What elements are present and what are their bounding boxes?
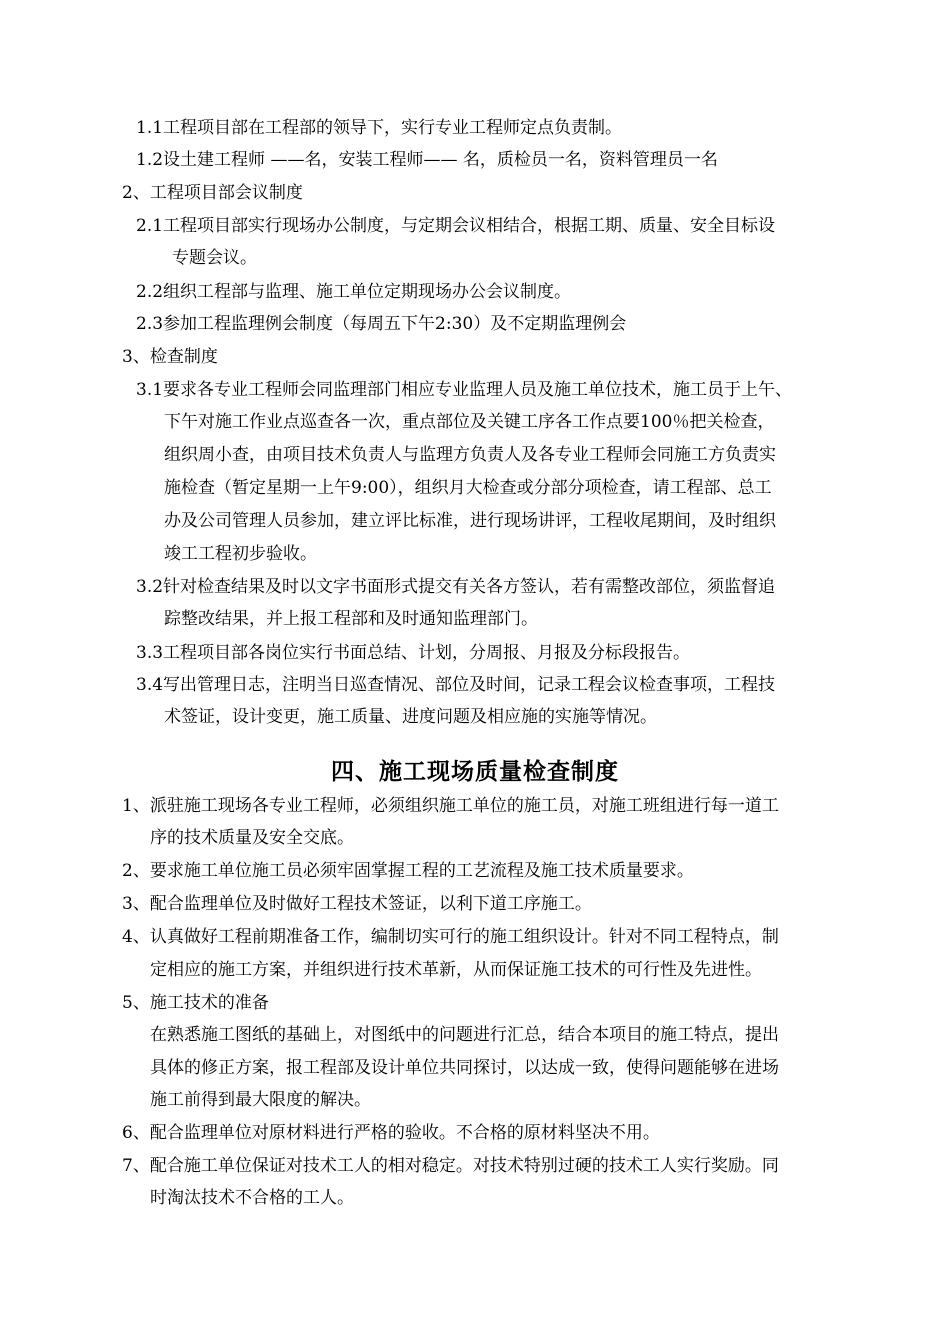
- section-4-item-1-line-1: 1、派驻施工现场各专业工程师，必须组织施工单位的施工员，对施工班组进行每一道工: [122, 796, 779, 816]
- section-4-item-5-line-2: 在熟悉施工图纸的基础上，对图纸中的问题进行汇总，结合本项目的施工特点，提出: [150, 1025, 779, 1045]
- clause-2-2-text: 2.2组织工程部与监理、施工单位定期现场办公会议制度。: [136, 282, 572, 302]
- clause-3-1-line-5: 办及公司管理人员参加，建立评比标准，进行现场讲评，工程收尾期间，及时组织: [164, 511, 776, 531]
- section-4-item-7-line-1: 7、配合施工单位保证对技术工人的相对稳定。对技术特别过硬的技术工人实行奖励。同: [122, 1156, 779, 1176]
- clause-3-4-line-2: 术签证，设计变更，施工质量、进度问题及相应施的实施等情况。: [164, 707, 657, 727]
- clause-3-1-line-2: 下午对施工作业点巡查各一次，重点部位及关键工序各工作点要100％把关检查，: [164, 412, 775, 432]
- clause-2-1-line-1: 2.1工程项目部实行现场办公制度，与定期会议相结合，根据工期、质量、安全目标设: [136, 216, 776, 236]
- clause-1-1-text: 1.1工程项目部在工程部的领导下，实行专业工程师定点负责制。: [136, 118, 623, 138]
- clause-3-1-line-3: 组织周小查，由项目技术负责人与监理方负责人及各专业工程师会同施工方负责实: [164, 445, 776, 465]
- section-4-item-6-text: 6、配合监理单位对原材料进行严格的验收。不合格的原材料坚决不用。: [122, 1123, 660, 1143]
- clause-3-1-line-4: 施检查（暂定星期一上午9:00），组织月大检查或分部分项检查，请工程部、总工: [164, 478, 772, 498]
- clause-3-4-line-1: 3.4写出管理日志，注明当日巡查情况、部位及时间，记录工程会议检查事项，工程技: [136, 675, 776, 695]
- section-4-item-4-line-2: 定相应的施工方案，并组织进行技术革新，从而保证施工技术的可行性及先进性。: [150, 960, 762, 980]
- clause-2-heading: 2、工程项目部会议制度: [122, 183, 303, 203]
- clause-1-2-text: 1.2设土建工程师 ——名，安装工程师—— 名，质检员一名，资料管理员一名: [136, 150, 718, 170]
- section-4-item-5-line-1: 5、施工技术的准备: [122, 993, 269, 1013]
- clause-3-heading: 3、检查制度: [122, 347, 218, 367]
- clause-3-3-text: 3.3工程项目部各岗位实行书面总结、计划，分周报、月报及分标段报告。: [136, 643, 691, 663]
- clause-3-1-line-1: 3.1要求各专业工程师会同监理部门相应专业监理人员及施工单位技术，施工员于上午、: [136, 380, 793, 400]
- clause-3-2-line-1: 3.2针对检查结果及时以文字书面形式提交有关各方签认，若有需整改部位，须监督追: [136, 577, 776, 597]
- section-4-item-5-line-3: 具体的修正方案，报工程部及设计单位共同探讨，以达成一致，使得问题能够在进场: [150, 1058, 779, 1078]
- section-4-item-2-text: 2、要求施工单位施工员必须牢固掌握工程的工艺流程及施工技术质量要求。: [122, 861, 694, 881]
- section-4-item-1-line-2: 序的技术质量及安全交底。: [150, 828, 354, 848]
- section-4-item-5-line-4: 施工前得到最大限度的解决。: [150, 1090, 371, 1110]
- clause-2-3-text: 2.3参加工程监理例会制度（每周五下午2:30）及不定期监理例会: [136, 314, 627, 334]
- section-4-title: 四、施工现场质量检查制度: [331, 759, 619, 785]
- clause-3-1-line-6: 竣工工程初步验收。: [164, 544, 317, 564]
- clause-3-2-line-2: 踪整改结果，并上报工程部和及时通知监理部门。: [164, 609, 538, 629]
- section-4-item-3-text: 3、配合监理单位及时做好工程技术签证，以利下道工序施工。: [122, 894, 592, 914]
- section-4-item-7-line-2: 时淘汰技术不合格的工人。: [150, 1188, 354, 1208]
- section-4-item-4-line-1: 4、认真做好工程前期准备工作，编制切实可行的施工组织设计。针对不同工程特点，制: [122, 927, 779, 947]
- clause-2-1-line-2: 专题会议。: [172, 248, 257, 268]
